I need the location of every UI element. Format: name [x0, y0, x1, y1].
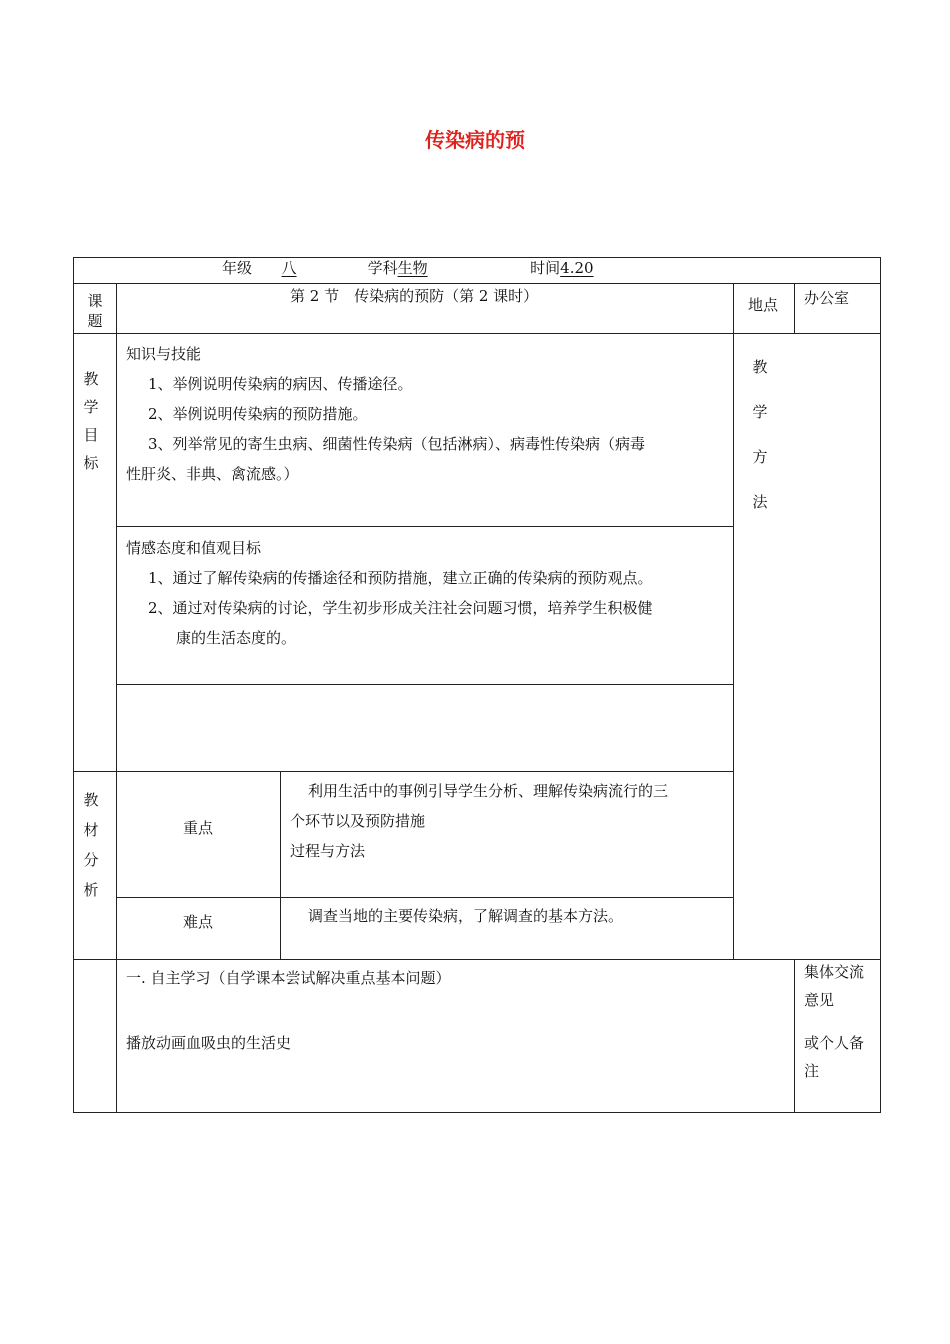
place-value: 办公室	[804, 289, 850, 307]
key-point-text: 利用生活中的事例引导学生分析、理解传染病流行的三 个环节以及预防措施 过程与方法	[290, 782, 669, 860]
emotion-item: 康的生活态度的。	[176, 629, 297, 647]
emotion-title: 情感态度和值观目标	[126, 539, 262, 557]
knowledge-item: 2、举例说明传染病的预防措施。	[148, 405, 368, 423]
knowledge-section	[126, 339, 645, 489]
subject-value: 生物	[397, 259, 428, 277]
emotion-section	[126, 533, 653, 653]
header-row	[222, 258, 652, 278]
emotion-item: 2、通过对传染病的讨论，学生初步形成关注社会问题习惯，培养学生积极健	[148, 599, 653, 617]
grade-value: 八	[281, 259, 297, 277]
difficulty-text: 调查当地的主要传染病，了解调查的基本方法。	[308, 907, 624, 925]
knowledge-title: 知识与技能	[126, 345, 202, 363]
knowledge-item: 性肝炎、非典、禽流感。）	[126, 465, 299, 483]
self-study-heading: 一. 自主学习（自学课本尝试解决重点基本问题）	[126, 969, 451, 987]
method-label: 教 学 方 法	[752, 358, 768, 511]
key-point-label: 重点	[183, 819, 214, 837]
place-label: 地点	[748, 296, 779, 314]
grade-label: 年级	[222, 259, 253, 277]
time-label: 时间	[530, 259, 561, 277]
document-title: 传染病的预	[425, 128, 525, 152]
time-value: 4.20	[560, 259, 594, 277]
topic-label: 课 题	[87, 292, 103, 330]
objectives-label: 教 学 目 标	[83, 370, 99, 472]
knowledge-item: 1、举例说明传染病的病因、传播途径。	[148, 375, 413, 393]
self-study-activity: 播放动画血吸虫的生活史	[126, 1034, 292, 1052]
difficulty-label: 难点	[183, 913, 214, 931]
emotion-item: 1、通过了解传染病的传播途径和预防措施，建立正确的传染病的预防观点。	[148, 569, 653, 587]
knowledge-item: 3、列举常见的寄生虫病、细菌性传染病（包括淋病）、病毒性传染病（病毒	[148, 435, 646, 453]
analysis-label: 教 材 分 析	[83, 791, 99, 899]
topic-title: 第 2 节 传染病的预防（第 2 课时）	[290, 287, 539, 305]
subject-label: 学科	[367, 259, 398, 277]
side-note: 集体交流 意见 或个人备 注	[804, 963, 865, 1080]
